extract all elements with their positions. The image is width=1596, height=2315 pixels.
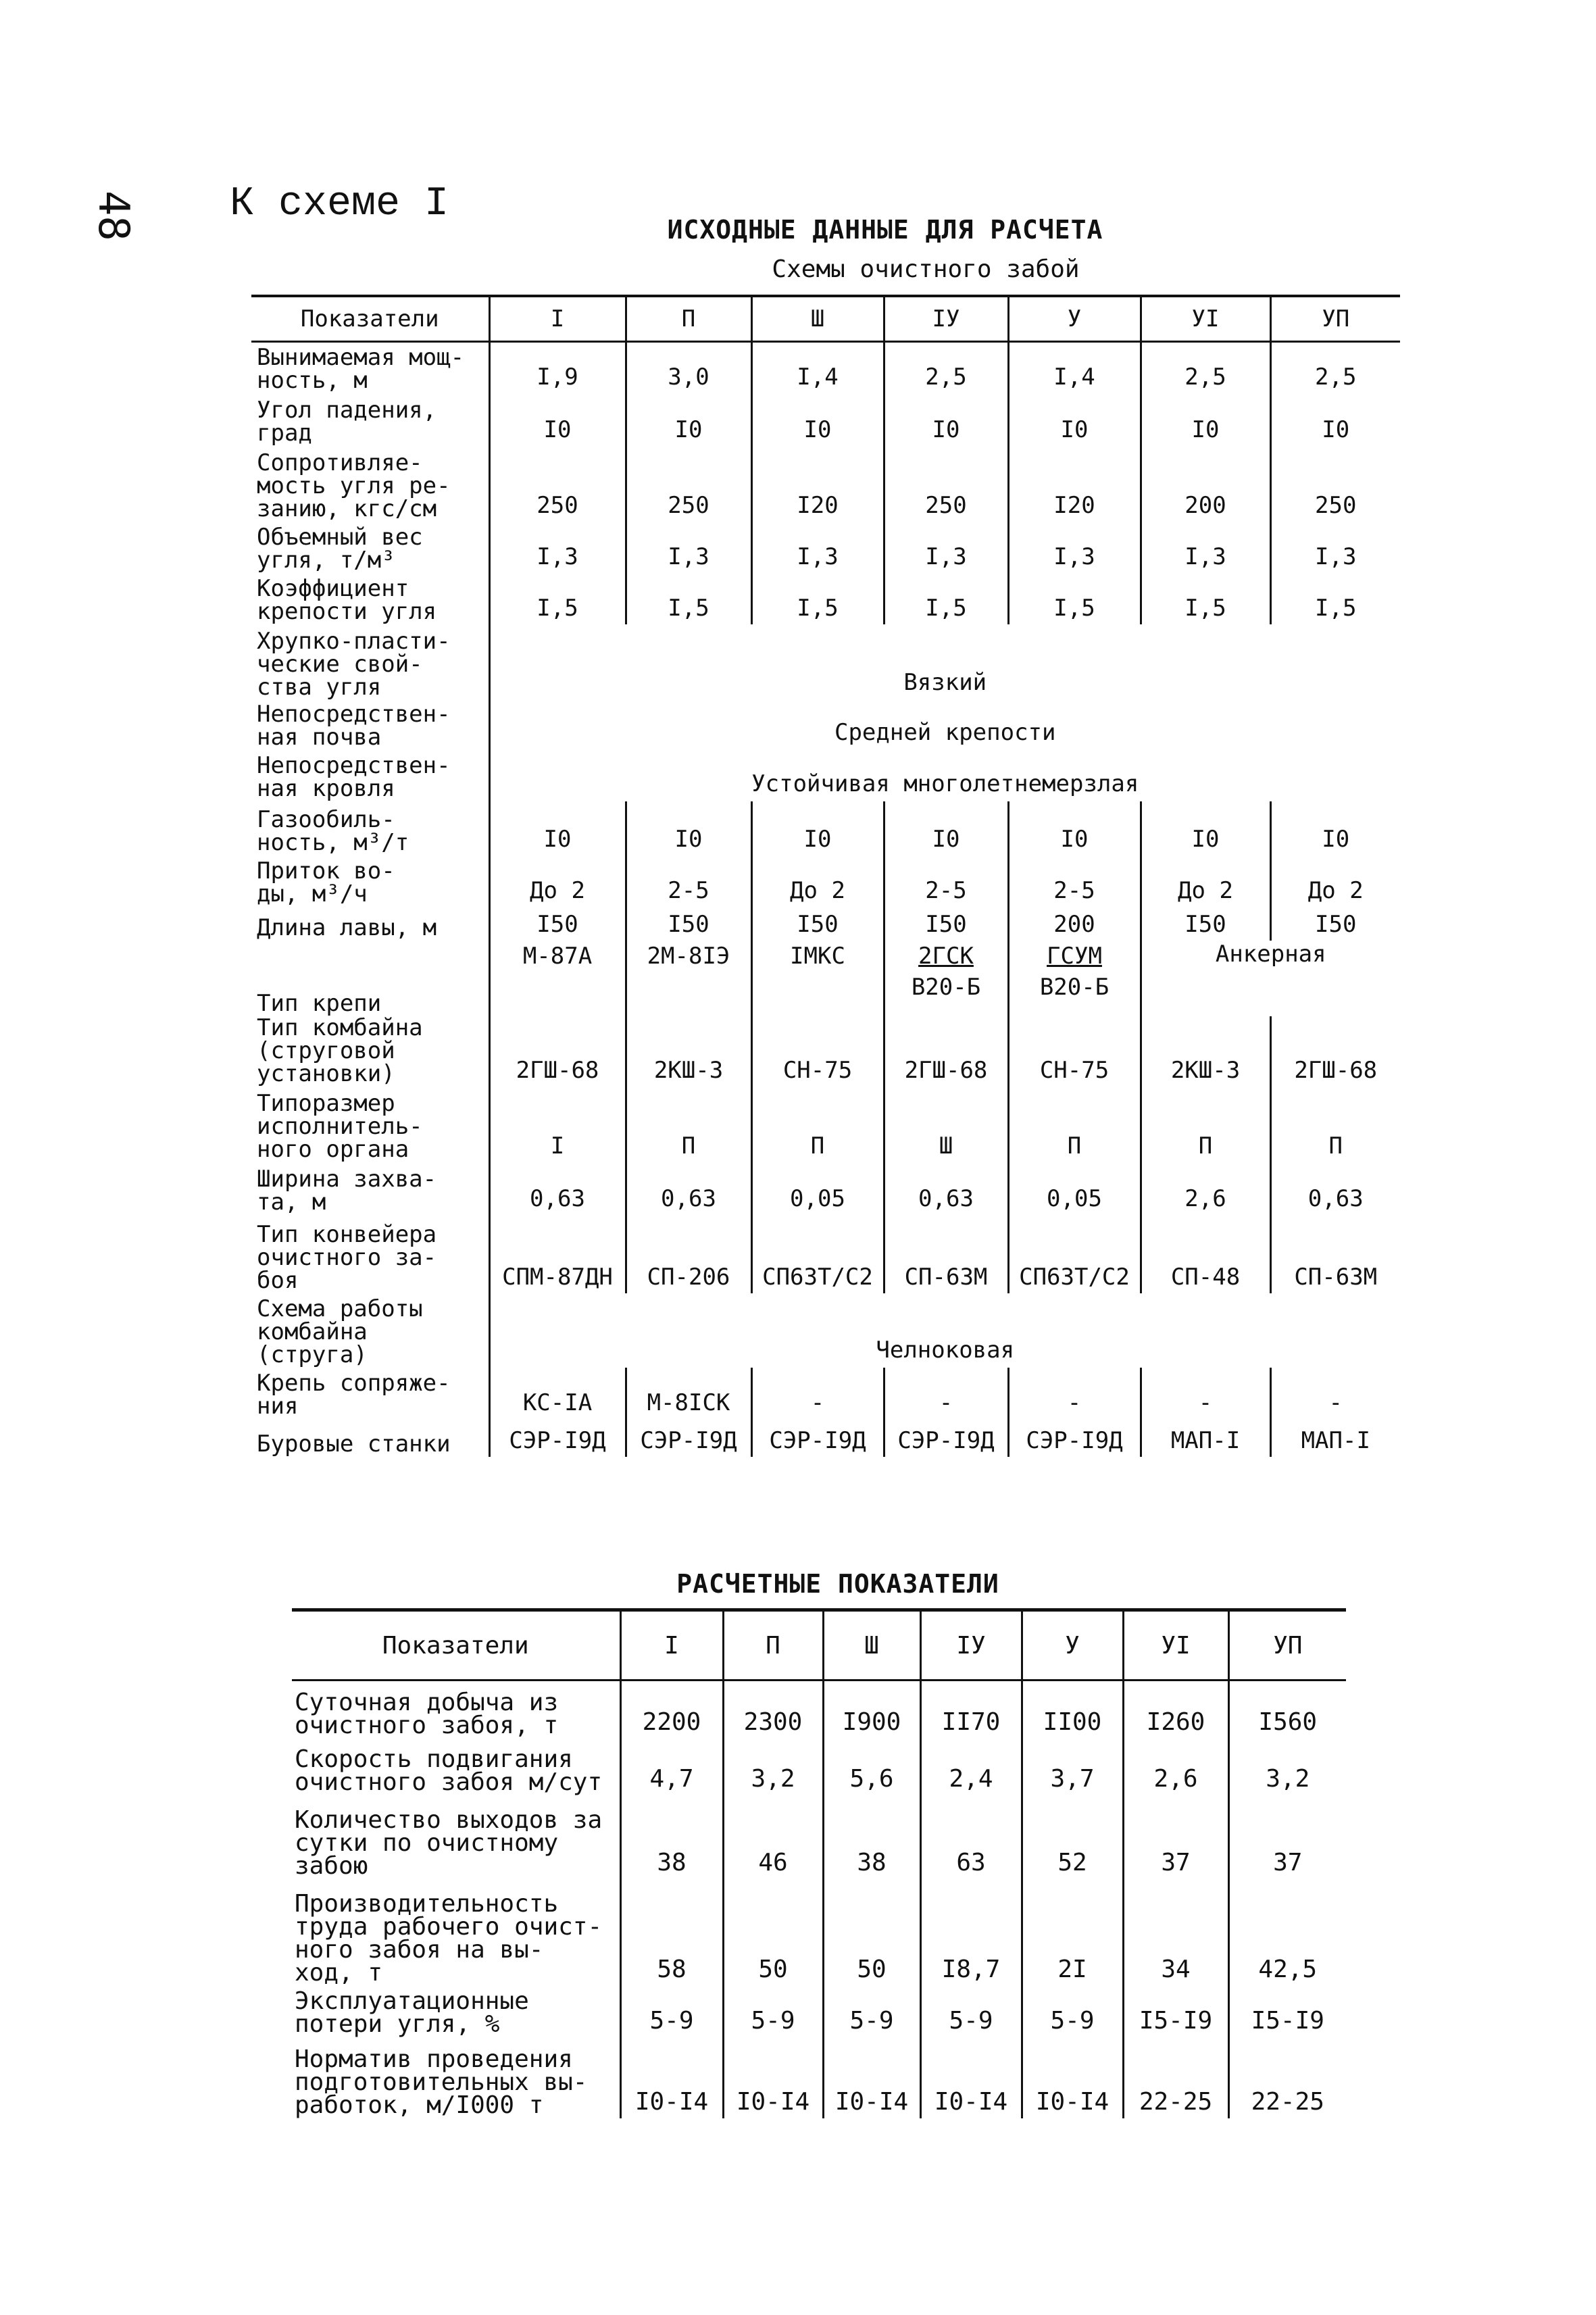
- table-cell: 42,5: [1228, 1879, 1346, 1986]
- table-cell: 2,6: [1141, 1162, 1270, 1215]
- table-cell: 22-25: [1123, 2037, 1228, 2118]
- table-cell: КС-IА: [489, 1368, 626, 1419]
- column-header-scheme: УI: [1123, 1610, 1228, 1681]
- cell-value: М-87А: [522, 942, 593, 970]
- table-cell: I0-I4: [620, 2037, 723, 2118]
- table-cell: 3,2: [723, 1739, 823, 1795]
- table-cell: [751, 941, 884, 1016]
- table-cell: I0-I4: [823, 2037, 920, 2118]
- table-cell: СЭР-I9Д: [1008, 1419, 1141, 1457]
- table-cell: I0: [1270, 393, 1400, 446]
- table-row: [251, 1016, 1400, 1087]
- table-cell: 2КШ-3: [1141, 1016, 1270, 1087]
- table-row: [251, 393, 1400, 446]
- table-row: [251, 1368, 1400, 1419]
- column-header-scheme: У: [1022, 1610, 1123, 1681]
- row-label: Длина лавы, м: [257, 914, 437, 941]
- table-row: [251, 941, 1400, 1016]
- table-cell: -: [1270, 1368, 1400, 1419]
- merged-value: Устойчивая многолетнемерзлая: [489, 750, 1400, 801]
- cell-value: ГСУМ: [1047, 942, 1102, 970]
- table-cell: СПМ-87ДН: [489, 1215, 626, 1293]
- table-cell: МАП-I: [1270, 1419, 1400, 1457]
- table-cell: 2ГШ-68: [489, 1016, 626, 1087]
- table-cell: I,5: [751, 573, 884, 624]
- column-header-scheme: Ш: [751, 296, 884, 342]
- table-row: [251, 573, 1400, 624]
- table-cell: До 2: [1270, 855, 1400, 907]
- table-cell: 38: [823, 1795, 920, 1879]
- column-header-scheme: УI: [1141, 296, 1270, 342]
- column-header-scheme: У: [1008, 296, 1141, 342]
- table-cell: I0: [489, 393, 626, 446]
- cell-value: 2М-8IЭ: [647, 942, 730, 970]
- row-label: Типоразмер исполнитель- ного органа: [257, 1089, 423, 1163]
- table-cell: СП-206: [626, 1215, 751, 1293]
- calc-table-header: [292, 1610, 1346, 1681]
- merged-value: Вязкий: [489, 624, 1400, 700]
- table-cell: I0-I4: [920, 2037, 1022, 2118]
- table-cell: [489, 941, 626, 1016]
- row-label: Тип крепи: [257, 989, 382, 1017]
- table-cell: СЭР-I9Д: [751, 1419, 884, 1457]
- table-cell: 0,05: [1008, 1162, 1141, 1215]
- table-cell: I0-I4: [723, 2037, 823, 2118]
- table-cell: 2I: [1022, 1879, 1123, 1986]
- table-cell: I0: [1008, 393, 1141, 446]
- cell-value: 2ГСК: [918, 942, 974, 970]
- table-cell: 2,5: [1141, 342, 1270, 393]
- table-cell: 2,5: [884, 342, 1008, 393]
- table-row: [251, 522, 1400, 573]
- table-row: [251, 907, 1400, 941]
- table-cell: II70: [920, 1681, 1022, 1739]
- table-cell: 5-9: [920, 1986, 1022, 2037]
- table-cell: I8,7: [920, 1879, 1022, 1986]
- column-header-scheme: УП: [1270, 296, 1400, 342]
- merged-value: Средней крепости: [489, 700, 1400, 750]
- row-label: Хрупко-пласти- ческие свой- ства угля: [257, 627, 451, 701]
- table-cell: I,3: [1008, 522, 1141, 573]
- column-header-scheme: I: [489, 296, 626, 342]
- table-cell: 0,63: [1270, 1162, 1400, 1215]
- table-row: [251, 342, 1400, 393]
- column-header-scheme: IУ: [884, 296, 1008, 342]
- cell-value-secondary: В20-Б: [1039, 973, 1109, 1001]
- table-cell: II00: [1022, 1681, 1123, 1739]
- table-cell: I0: [1141, 393, 1270, 446]
- input-data-heading: ИСХОДНЫЕ ДАННЫЕ ДЛЯ РАСЧЕТА: [667, 215, 1103, 245]
- row-label: Коэффициент крепости угля: [257, 574, 437, 625]
- merged-value: Челноковая: [489, 1293, 1400, 1368]
- table-row: [251, 700, 1400, 750]
- table-cell: 46: [723, 1795, 823, 1879]
- table-cell: 5-9: [823, 1986, 920, 2037]
- table-cell: Ш: [884, 1087, 1008, 1162]
- table-cell: I,3: [884, 522, 1008, 573]
- table-cell: До 2: [489, 855, 626, 907]
- table-cell: 37: [1228, 1795, 1346, 1879]
- table-row: [292, 1879, 1346, 1986]
- row-label: Сопротивляе- мость угля ре- занию, кгс/см: [257, 449, 451, 522]
- table-row: [292, 2037, 1346, 2118]
- row-label: Непосредствен- ная почва: [257, 700, 451, 751]
- table-cell: I,3: [751, 522, 884, 573]
- table-cell: 2ГШ-68: [1270, 1016, 1400, 1087]
- table-cell: 58: [620, 1879, 723, 1986]
- row-label: Тип конвейера очистного за- боя: [257, 1220, 437, 1294]
- table-cell: 250: [1270, 446, 1400, 522]
- table-cell: 3,7: [1022, 1739, 1123, 1795]
- table-cell: 22-25: [1228, 2037, 1346, 2118]
- table-cell: I,5: [884, 573, 1008, 624]
- table-cell: 38: [620, 1795, 723, 1879]
- table-cell: 2,6: [1123, 1739, 1228, 1795]
- table-cell: СП63Т/С2: [751, 1215, 884, 1293]
- table-cell: М-8IСК: [626, 1368, 751, 1419]
- column-header-indicators: Показатели: [251, 296, 489, 342]
- table-cell: [884, 941, 1008, 1016]
- row-label: Эксплуатационные потери угля, %: [295, 1987, 529, 2038]
- table-cell: 2200: [620, 1681, 723, 1739]
- table-cell: 52: [1022, 1795, 1123, 1879]
- calc-table: [292, 1608, 1346, 2118]
- table-cell: СП63Т/С2: [1008, 1215, 1141, 1293]
- table-cell: I0: [751, 801, 884, 855]
- table-cell: 2,5: [1270, 342, 1400, 393]
- table-cell: I0: [1141, 801, 1270, 855]
- table-cell: П: [1270, 1087, 1400, 1162]
- table-cell: 5-9: [620, 1986, 723, 2037]
- merged-value: Анкерная: [1141, 941, 1400, 1016]
- column-header-scheme: Ш: [823, 1610, 920, 1681]
- table-cell: I,4: [751, 342, 884, 393]
- row-label: Газообиль- ность, м³/т: [257, 805, 409, 856]
- table-cell: 5-9: [723, 1986, 823, 2037]
- table-cell: I0: [626, 393, 751, 446]
- table-cell: I50: [1270, 907, 1400, 941]
- table-cell: 2300: [723, 1681, 823, 1739]
- table-cell: I0: [1008, 801, 1141, 855]
- table-row: [251, 750, 1400, 801]
- row-label: Норматив проведения подготовительных вы- работок, м/I000 т: [295, 2045, 588, 2119]
- table-cell: 5,6: [823, 1739, 920, 1795]
- input-data-subheading: Схемы очистного забой: [772, 255, 1080, 283]
- table-cell: 250: [489, 446, 626, 522]
- table-cell: 2,4: [920, 1739, 1022, 1795]
- row-label: Приток во- ды, м³/ч: [257, 857, 395, 907]
- input-table-header: [251, 296, 1400, 342]
- table-cell: I260: [1123, 1681, 1228, 1739]
- table-cell: I,9: [489, 342, 626, 393]
- table-cell: -: [884, 1368, 1008, 1419]
- table-cell: СЭР-I9Д: [626, 1419, 751, 1457]
- row-label: Количество выходов за сутки по очистному забою: [295, 1806, 603, 1880]
- table-cell: I50: [884, 907, 1008, 941]
- row-label: Суточная добыча из очистного забоя, т: [295, 1688, 559, 1739]
- table-cell: I,3: [489, 522, 626, 573]
- table-row: [292, 1986, 1346, 2037]
- table-cell: 200: [1008, 907, 1141, 941]
- cell-value-secondary: В20-Б: [911, 973, 981, 1001]
- table-row: [251, 624, 1400, 700]
- column-header-scheme: I: [620, 1610, 723, 1681]
- row-label: Тип комбайна (струговой установки): [257, 1014, 423, 1087]
- column-header-scheme: IУ: [920, 1610, 1022, 1681]
- table-cell: До 2: [751, 855, 884, 907]
- input-data-table: [251, 295, 1400, 1457]
- table-cell: СП-63М: [1270, 1215, 1400, 1293]
- cell-value: IМКС: [790, 942, 845, 970]
- table-row: [251, 1293, 1400, 1368]
- table-row: [292, 1739, 1346, 1795]
- table-cell: СП-63М: [884, 1215, 1008, 1293]
- table-row: [251, 1162, 1400, 1215]
- table-cell: I0: [489, 801, 626, 855]
- row-label: Непосредствен- ная кровля: [257, 751, 451, 802]
- table-row: [292, 1795, 1346, 1879]
- table-cell: -: [1141, 1368, 1270, 1419]
- table-cell: [626, 941, 751, 1016]
- table-cell: -: [1008, 1368, 1141, 1419]
- table-cell: 50: [723, 1879, 823, 1986]
- table-cell: П: [751, 1087, 884, 1162]
- table-cell: 2-5: [1008, 855, 1141, 907]
- table-cell: I0: [751, 393, 884, 446]
- table-cell: I50: [489, 907, 626, 941]
- table-cell: [1008, 941, 1141, 1016]
- table-cell: 0,05: [751, 1162, 884, 1215]
- table-cell: СЭР-I9Д: [489, 1419, 626, 1457]
- row-label: Производительность труда рабочего очист- ного забоя на вы- ход, т: [295, 1889, 603, 1987]
- column-header-scheme: П: [626, 296, 751, 342]
- table-row: [251, 855, 1400, 907]
- table-cell: До 2: [1141, 855, 1270, 907]
- table-cell: I0: [626, 801, 751, 855]
- table-cell: 2КШ-3: [626, 1016, 751, 1087]
- table-cell: П: [626, 1087, 751, 1162]
- table-cell: I,5: [1141, 573, 1270, 624]
- column-header-indicators: Показатели: [292, 1610, 620, 1681]
- table-cell: I0-I4: [1022, 2037, 1123, 2118]
- table-row: [292, 1681, 1346, 1739]
- column-header-scheme: П: [723, 1610, 823, 1681]
- table-cell: -: [751, 1368, 884, 1419]
- table-cell: I,3: [1270, 522, 1400, 573]
- table-cell: I20: [751, 446, 884, 522]
- row-label: Объемный вес угля, т/м³: [257, 523, 423, 574]
- table-cell: СЭР-I9Д: [884, 1419, 1008, 1457]
- table-cell: I900: [823, 1681, 920, 1739]
- row-label: Ширина захва- та, м: [257, 1165, 437, 1216]
- table-cell: I50: [1141, 907, 1270, 941]
- table-cell: СП-48: [1141, 1215, 1270, 1293]
- table-cell: I: [489, 1087, 626, 1162]
- table-cell: 200: [1141, 446, 1270, 522]
- table-cell: I,5: [626, 573, 751, 624]
- table-cell: 4,7: [620, 1739, 723, 1795]
- table-cell: 37: [1123, 1795, 1228, 1879]
- table-cell: I0: [1270, 801, 1400, 855]
- table-cell: I,5: [1008, 573, 1141, 624]
- table-cell: 3,0: [626, 342, 751, 393]
- table-row: [251, 446, 1400, 522]
- table-cell: I20: [1008, 446, 1141, 522]
- table-cell: I,3: [626, 522, 751, 573]
- table-cell: I,5: [1270, 573, 1400, 624]
- table-cell: СН-75: [751, 1016, 884, 1087]
- row-label: Угол падения, град: [257, 396, 437, 447]
- table-cell: I5-I9: [1228, 1986, 1346, 2037]
- schema-title: К схеме I: [230, 181, 449, 227]
- table-cell: 0,63: [626, 1162, 751, 1215]
- table-cell: I560: [1228, 1681, 1346, 1739]
- table-cell: 34: [1123, 1879, 1228, 1986]
- table-cell: I0: [884, 801, 1008, 855]
- table-cell: 250: [884, 446, 1008, 522]
- table-cell: МАП-I: [1141, 1419, 1270, 1457]
- table-cell: I,3: [1141, 522, 1270, 573]
- table-cell: 50: [823, 1879, 920, 1986]
- table-cell: СН-75: [1008, 1016, 1141, 1087]
- row-label: Скорость подвигания очистного забоя м/сут: [295, 1745, 603, 1796]
- table-cell: I,5: [489, 573, 626, 624]
- column-header-scheme: УП: [1228, 1610, 1346, 1681]
- table-cell: 2-5: [884, 855, 1008, 907]
- row-label: Схема работы комбайна (струга): [257, 1295, 423, 1368]
- table-cell: I5-I9: [1123, 1986, 1228, 2037]
- row-label: Буровые станки: [257, 1430, 451, 1458]
- table-row: [251, 1215, 1400, 1293]
- table-cell: I50: [626, 907, 751, 941]
- row-label: Крепь сопряже- ния: [257, 1369, 451, 1420]
- page-number: 48: [89, 191, 139, 241]
- table-cell: 0,63: [489, 1162, 626, 1215]
- row-label: Вынимаемая мощ- ность, м: [257, 343, 465, 394]
- table-cell: 250: [626, 446, 751, 522]
- table-row: [251, 1087, 1400, 1162]
- table-cell: I,4: [1008, 342, 1141, 393]
- table-cell: 63: [920, 1795, 1022, 1879]
- table-cell: П: [1141, 1087, 1270, 1162]
- calc-heading: РАСЧЕТНЫЕ ПОКАЗАТЕЛИ: [676, 1569, 999, 1599]
- table-cell: 5-9: [1022, 1986, 1123, 2037]
- table-cell: 0,63: [884, 1162, 1008, 1215]
- table-cell: 3,2: [1228, 1739, 1346, 1795]
- table-row: [251, 801, 1400, 855]
- table-cell: I0: [884, 393, 1008, 446]
- table-cell: I50: [751, 907, 884, 941]
- table-cell: 2ГШ-68: [884, 1016, 1008, 1087]
- table-row: [251, 1419, 1400, 1457]
- table-cell: П: [1008, 1087, 1141, 1162]
- table-cell: 2-5: [626, 855, 751, 907]
